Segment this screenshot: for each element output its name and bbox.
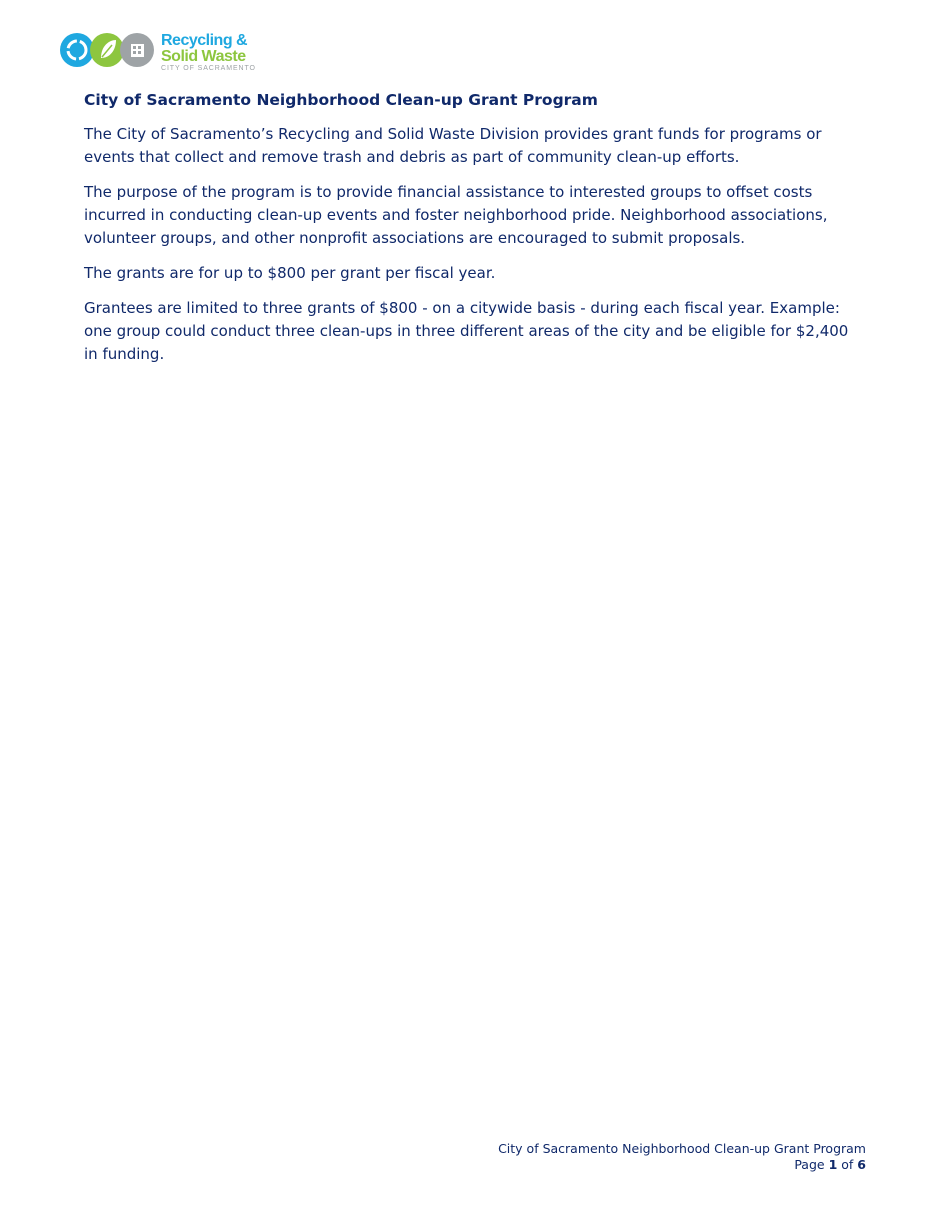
recycle-icon [60, 33, 94, 67]
page-of: of [841, 1157, 854, 1172]
page-number [498, 1157, 866, 1173]
page-footer [498, 1141, 866, 1173]
document-body [84, 89, 864, 378]
paragraph-3: The grants are for up to $800 per grant per fiscal year. [84, 264, 496, 282]
paragraph-4: Grantees are limited to three grants of $800 - on a citywide basis - during each fiscal year. Example: one group could conduct three clean-ups in three different areas of the city and be eligible for $2,400 in funding. [84, 299, 849, 363]
logo-line2: Solid Waste [161, 48, 246, 65]
footer-title: City of Sacramento Neighborhood Clean-up Grant Program [498, 1141, 866, 1156]
paragraph-1: The City of Sacramento’s Recycling and Solid Waste Division provides grant funds for programs or events that collect and remove trash and debris as part of community clean-up efforts. [84, 125, 822, 166]
document-title: City of Sacramento Neighborhood Clean-up Grant Program [84, 91, 598, 109]
page-label: Page [794, 1157, 825, 1172]
paragraph-2: The purpose of the program is to provide financial assistance to interested groups to offset costs incurred in conducting clean-up events and foster neighborhood pride. Neighborhood associations, volunteer groups, and other nonprofit associations are encouraged to submit proposals. [84, 183, 828, 247]
recycling-solid-waste-logo [57, 28, 272, 74]
logo-line3: CITY OF SACRAMENTO [161, 65, 256, 72]
page-current: 1 [828, 1157, 838, 1172]
page-total: 6 [857, 1157, 866, 1172]
logo-line1: Recycling & [161, 32, 248, 49]
